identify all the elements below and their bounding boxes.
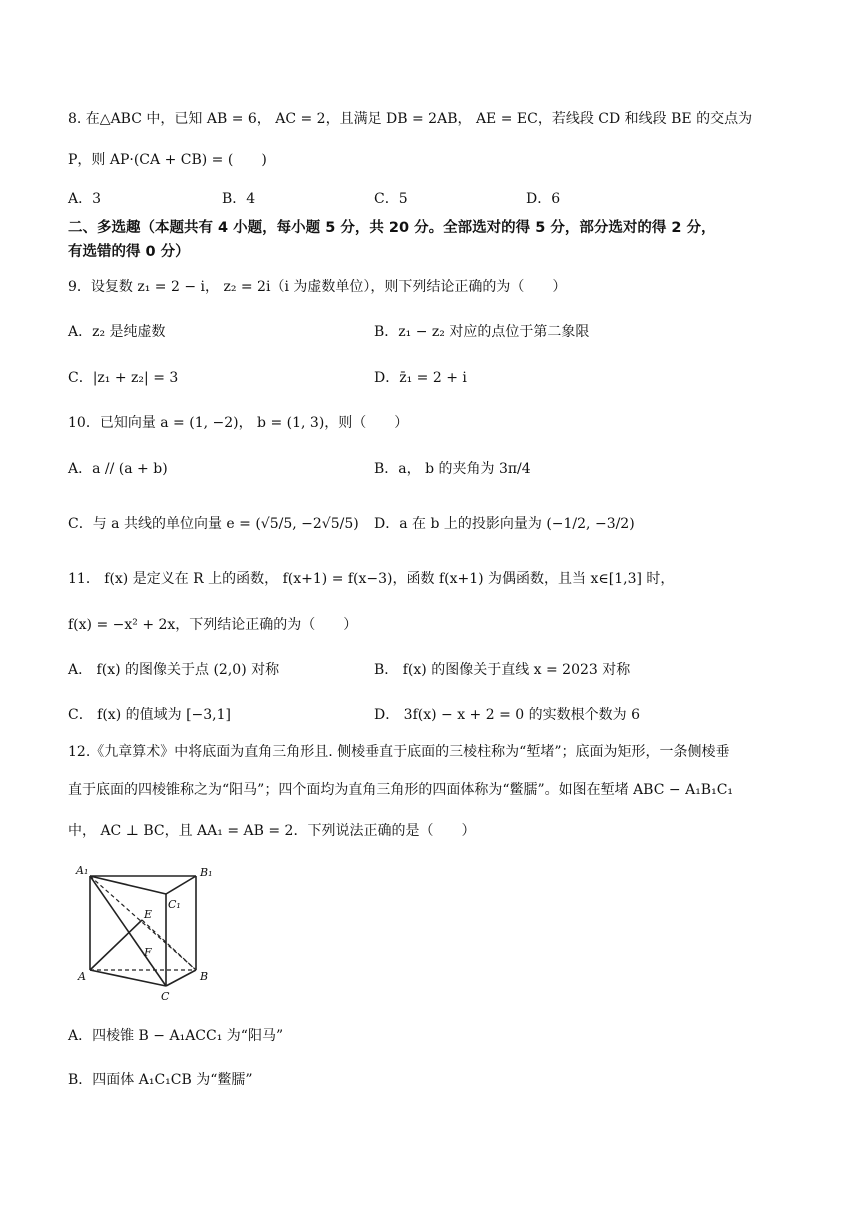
q12-stem-line2: 直于底面的四棱锥称之为“阳马”；四个面均为直角三角形的四面体称为“鳖臑”。如图在堑堵 ABC − A₁B₁C₁: [68, 782, 734, 798]
label-a: A: [78, 970, 86, 983]
q11-stem-line1: 11． f(x) 是定义在 R 上的函数， f(x+1) = f(x−3)，函数 f(x+1) 为偶函数，且当 x∈[1,3] 时，: [68, 571, 675, 587]
q10-option-b: B．a， b 的夹角为 3π/4: [374, 461, 531, 477]
q11-option-d: D． 3f(x) − x + 2 = 0 的实数根个数为 6: [374, 707, 640, 723]
label-a1: A₁: [76, 864, 89, 877]
q11-option-c: C． f(x) 的值域为 [−3,1]: [68, 707, 231, 723]
q11-option-b: B． f(x) 的图像关于直线 x = 2023 对称: [374, 662, 631, 678]
q12-stem-line1: 12.《九章算术》中将底面为直角三角形且. 侧棱垂直于底面的三棱柱称为“堑堵”；底面为矩形，一条侧棱垂: [68, 744, 730, 760]
label-f: F: [144, 946, 152, 959]
q8-option-a: A．3: [68, 191, 102, 207]
edge-c-b: [166, 970, 196, 986]
q10-stem: 10．已知向量 a = (1, −2)， b = (1, 3)，则（ ）: [68, 415, 409, 431]
edge-c1-b1: [166, 876, 196, 894]
q9-option-b: B．z₁ − z₂ 对应的点位于第二象限: [374, 324, 590, 340]
q12-option-b: B．四面体 A₁C₁CB 为“鳖臑”: [68, 1072, 253, 1088]
edge-a-c: [90, 970, 166, 986]
q9-option-a: A．z₂ 是纯虚数: [68, 324, 166, 340]
prism-figure: [68, 862, 230, 1008]
edge-a-e: [90, 920, 142, 970]
label-c: C: [161, 990, 170, 1003]
label-b1: B₁: [200, 866, 213, 879]
q12-option-a: A．四棱锥 B − A₁ACC₁ 为“阳马”: [68, 1028, 284, 1044]
q9-option-c: C．|z₁ + z₂| = 3: [68, 370, 179, 386]
label-e: E: [144, 908, 153, 921]
q8-option-d: D．6: [526, 191, 561, 207]
section-heading-line1: 二、多选趣（本题共有 4 小题，每小题 5 分，共 20 分。全部选对的得 5 分，部分选对的得 2 分，: [68, 220, 716, 236]
label-b: B: [200, 970, 209, 983]
q9-option-d: D．z̄₁ = 2 + i: [374, 370, 467, 386]
q10-option-d: D．a 在 b 上的投影向量为 (−1/2, −3/2): [374, 516, 635, 532]
q11-stem-line2: f(x) = −x² + 2x，下列结论正确的为（ ）: [68, 617, 358, 633]
q11-option-a: A． f(x) 的图像关于点 (2,0) 对称: [68, 662, 280, 678]
q8-stem-line1: 8. 在△ABC 中，已知 AB = 6， AC = 2，且满足 DB = 2AB， AE = EC，若线段 CD 和线段 BE 的交点为: [68, 111, 753, 127]
label-c1: C₁: [168, 898, 181, 911]
q8-option-b: B．4: [222, 191, 256, 207]
q10-option-a: A．a // (a + b): [68, 461, 168, 477]
q12-stem-line3: 中， AC ⊥ BC，且 AA₁ = AB = 2．下列说法正确的是（ ）: [68, 823, 476, 839]
q10-option-c: C．与 a 共线的单位向量 e = (√5/5, −2√5/5): [68, 516, 359, 532]
prism-diagram: [68, 862, 230, 1008]
q9-stem: 9．设复数 z₁ = 2 − i， z₂ = 2i（i 为虚数单位），则下列结论正确的为（ ）: [68, 279, 567, 295]
section-heading-line2: 有选错的得 0 分）: [68, 244, 190, 260]
q8-option-c: C．5: [374, 191, 408, 207]
q8-stem-line2: P，则 AP·(CA + CB) = ( ): [68, 152, 267, 168]
